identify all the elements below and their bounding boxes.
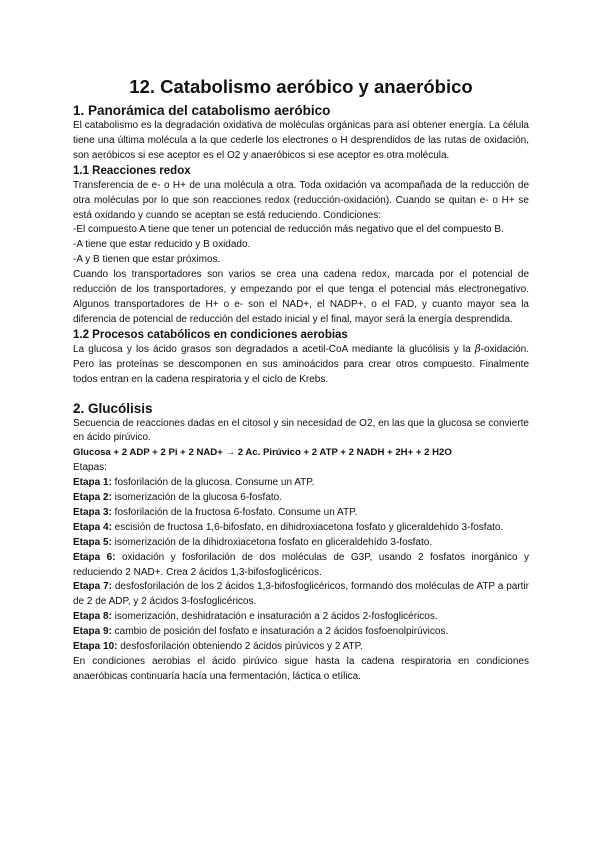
redox-condition-3: -A y B tienen que estar próximos. xyxy=(73,254,221,266)
glycolysis-step-9 xyxy=(73,625,529,640)
step-label: Etapa 2: xyxy=(73,492,112,504)
redox-condition-1: -El compuesto A tiene que tener un potencial de reducción más negativo que el del compuesto B. xyxy=(73,224,504,236)
glycolysis-step-5 xyxy=(73,536,529,551)
section-1-intro: El catabolismo es la degradación oxidativa de moléculas orgánicas para así obtener energía. La célula tiene una última molécula a la que cederle los electrones o H desprendidos de las rutas de oxidación, son aeróbicos si ese aceptor es el O2 y anaeróbicos si ese aceptor es otra molécula. xyxy=(73,120,529,161)
step-text: cambio de posición del fosfato e insaturación a 2 ácidos fosfoenolpirúvicos. xyxy=(111,626,449,638)
step-text: fosforilación de la glucosa. Consume un ATP. xyxy=(111,477,315,489)
step-label: Etapa 1: xyxy=(73,477,112,489)
section-1-heading: 1. Panorámica del catabolismo aeróbico xyxy=(73,103,331,118)
step-text: isomerización de la dihidroxiacetona fosfato en gliceraldehído 3-fosfato. xyxy=(111,536,433,548)
beta-symbol: β xyxy=(474,343,481,355)
section-2-heading: 2. Glucólisis xyxy=(73,400,153,416)
redox-chain-paragraph: Cuando los transportadores son varios se crea una cadena redox, marcada por el potencial de reducción de los transportadores, y empezando por el que tenga el potencial más electronegativo. Algunos transportadores de H+ o e- son el NAD+, el NADP+, o el FAD, y cuanto mayor sea la diferencia de potencial de reducción del estado inicial y el final, mayor será la energía desprendida. xyxy=(73,269,529,325)
step-label: Etapa 5: xyxy=(73,536,112,548)
subsection-1-1-heading: 1.1 Reacciones redox xyxy=(73,164,191,177)
step-label: Etapa 6: xyxy=(73,551,116,563)
glycolysis-step-1 xyxy=(73,476,529,491)
glycolysis-step-6 xyxy=(73,551,529,581)
redox-condition-2: -A tiene que estar reducido y B oxidado. xyxy=(73,239,251,251)
document-title: 12. Catabolismo aeróbico y anaeróbico xyxy=(129,76,473,97)
step-label: Etapa 4: xyxy=(73,521,112,533)
step-text: desfosforilación de los 2 ácidos 1,3-bifosfoglicéricos, formando dos moléculas de ATP a partir de 2 de ADP, y 2 ácidos 3-fosfoglicéricos. xyxy=(73,581,529,608)
step-text: escisión de fructosa 1,6-bifosfato, en dihidroxiacetona fosfato y gliceraldehído 3-fosfato. xyxy=(111,521,504,533)
step-label: Etapa 10: xyxy=(73,641,118,653)
step-text: desfosforilación obteniendo 2 ácidos pirúvicos y 2 ATP. xyxy=(117,641,363,653)
aerobic-processes-paragraph xyxy=(73,343,529,388)
glycolysis-step-7 xyxy=(73,580,529,610)
step-label: Etapa 8: xyxy=(73,611,112,623)
stages-label: Etapas: xyxy=(73,462,107,474)
section-spacer xyxy=(73,388,529,400)
glycolysis-step-2 xyxy=(73,491,529,506)
step-label: Etapa 7: xyxy=(73,581,112,593)
document-content xyxy=(73,76,529,685)
step-text: isomerización, deshidratación e insaturación a 2 ácidos 2-fosfoglicéricos. xyxy=(111,611,438,623)
step-label: Etapa 3: xyxy=(73,506,112,518)
glycolysis-closing: En condiciones aerobias el ácido pirúvico sigue hasta la cadena respiratoria en condiciones anaeróbicas continuaría hacía una fermentación, láctica o etílica. xyxy=(73,656,529,682)
glycolysis-step-8 xyxy=(73,610,529,625)
step-text: isomerización de la glucosa 6-fosfato. xyxy=(111,492,282,504)
glycolysis-equation: Glucosa + 2 ADP + 2 Pi + 2 NAD+ → 2 Ac. Pirúvico + 2 ATP + 2 NADH + 2H+ + 2 H2O xyxy=(73,447,452,459)
step-text: oxidación y fosforilación de dos moléculas de G3P, usando 2 fosfatos inorgánico y reduciendo 2 NAD+. Crea 2 ácidos 1,3-bifosfoglicéricos. xyxy=(73,551,529,578)
aerobic-text-a: La glucosa y los ácido grasos son degradados a acetil-CoA mediante la glucólisis y la xyxy=(73,343,475,355)
glycolysis-step-10 xyxy=(73,640,529,655)
glycolysis-step-4 xyxy=(73,521,529,536)
aerobic-text-b: -oxidación. Pero las proteínas se descomponen en sus aminoácidos para crear otros compuesto. Finalmente todos entran en la cadena respiratoria y el ciclo de Krebs. xyxy=(73,343,529,385)
step-text: fosforilación de la fructosa 6-fosfato. Consume un ATP. xyxy=(111,506,358,518)
glycolysis-step-3 xyxy=(73,506,529,521)
step-label: Etapa 9: xyxy=(73,626,112,638)
glycolysis-intro: Secuencia de reacciones dadas en el citosol y sin necesidad de O2, en las que la glucosa se convierte en ácido pirúvico. xyxy=(73,417,529,444)
redox-paragraph: Transferencia de e- o H+ de una molécula a otra. Toda oxidación va acompañada de la reducción de otra moléculas por lo que son reacciones redox (reducción-oxidación). Cuando se quitan e- o H+ se está oxidando y cuando se aceptan se está reduciendo. Condiciones: xyxy=(73,179,529,221)
subsection-1-2-heading: 1.2 Procesos catabólicos en condiciones aerobias xyxy=(73,328,348,341)
